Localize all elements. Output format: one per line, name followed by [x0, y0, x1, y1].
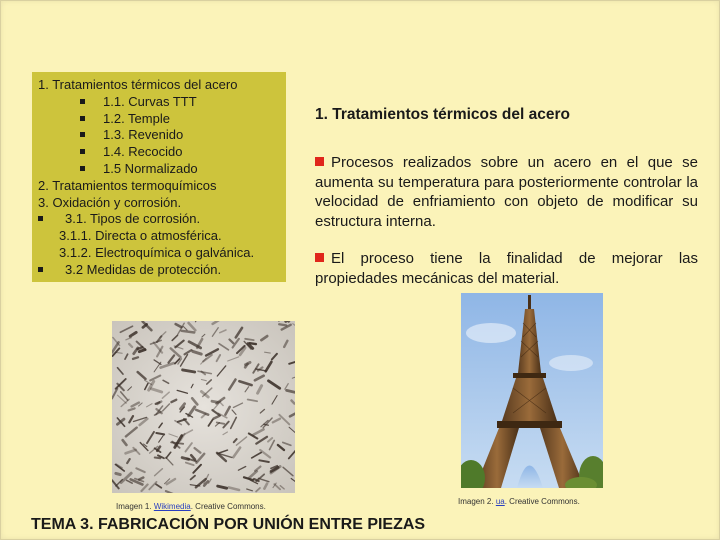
toc-item-label: 1.5 Normalizado [103, 160, 198, 176]
table-of-contents [32, 72, 286, 282]
caption-suffix: . Creative Commons. [504, 497, 580, 506]
bullet-square-icon [315, 157, 324, 166]
bullet-square-icon [315, 253, 324, 262]
caption-link[interactable]: Wikimedia [153, 502, 191, 511]
needle-texture [155, 458, 161, 459]
section-heading: 1. Tratamientos térmicos del acero [315, 106, 570, 123]
needle-texture [218, 486, 227, 488]
toc-item-label: 1.4. Recocido [103, 144, 183, 160]
toc-item[interactable] [38, 262, 280, 279]
needle-texture [156, 402, 160, 404]
toc-item[interactable] [38, 161, 280, 178]
needle-texture [116, 473, 120, 474]
caption-link[interactable]: ua [495, 497, 505, 506]
toc-item[interactable]: 3.1.1. Directa o atmosférica. [59, 228, 222, 244]
needle-texture [182, 331, 195, 333]
microstructure-photo-icon [112, 321, 295, 493]
paragraph-purpose [315, 249, 698, 288]
needle-texture [245, 339, 254, 340]
needle-texture [156, 433, 164, 434]
image-caption [116, 502, 266, 511]
eiffel-tower-photo-icon [461, 293, 603, 488]
toc-item[interactable] [38, 211, 280, 228]
image-caption [458, 497, 580, 506]
toc-item[interactable] [38, 94, 280, 111]
bullet-icon [80, 116, 85, 121]
eiffel-tower-image [461, 293, 603, 488]
bullet-icon [80, 99, 85, 104]
bullet-icon [80, 166, 85, 171]
toc-item-label: 3.1. Tipos de corrosión. [65, 211, 201, 227]
bullet-icon [80, 149, 85, 154]
caption-prefix: Imagen 1. [116, 502, 154, 511]
needle-texture [212, 401, 218, 402]
toc-item[interactable] [38, 127, 280, 144]
footer-title: TEMA 3. FABRICACIÓN POR UNIÓN ENTRE PIEZAS [31, 516, 426, 533]
bullet-icon [80, 132, 85, 137]
needle-texture [287, 390, 295, 392]
toc-item[interactable]: 1. Tratamientos térmicos del acero [38, 77, 238, 92]
needle-texture [250, 343, 256, 344]
needle-texture [245, 364, 247, 367]
paragraph-text: El proceso tiene la finalidad de mejorar las propiedades mecánicas del material. [315, 250, 698, 287]
toc-item-label: 1.1. Curvas TTT [103, 93, 197, 109]
toc-item-label: 1.2. Temple [103, 110, 170, 126]
toc-item-label: 3.2 Medidas de protección. [65, 261, 222, 277]
toc-item[interactable]: 3. Oxidación y corrosión. [38, 194, 182, 210]
bullet-icon [38, 216, 43, 221]
toc-item[interactable] [38, 144, 280, 161]
paragraph-definition [315, 153, 698, 231]
paragraph-text: Procesos realizados sobre un acero en el que se aumenta su temperatura para posteriormente controlar la velocidad de enfriamiento con objeto de modificar su estructura interna. [315, 154, 698, 230]
caption-prefix: Imagen 2. [458, 497, 496, 506]
caption-suffix: . Creative Commons. [190, 502, 266, 511]
toc-item-label: 1.3. Revenido [103, 127, 184, 143]
needle-texture [133, 357, 138, 359]
toc-item[interactable] [38, 111, 280, 128]
bullet-icon [38, 267, 43, 272]
toc-item[interactable]: 2. Tratamientos termoquímicos [38, 177, 217, 193]
needle-texture [183, 370, 195, 372]
microstructure-image [112, 321, 295, 493]
toc-item[interactable]: 3.1.2. Electroquímica o galvánica. [59, 244, 255, 260]
needle-texture [279, 324, 286, 325]
needle-texture [139, 350, 145, 352]
